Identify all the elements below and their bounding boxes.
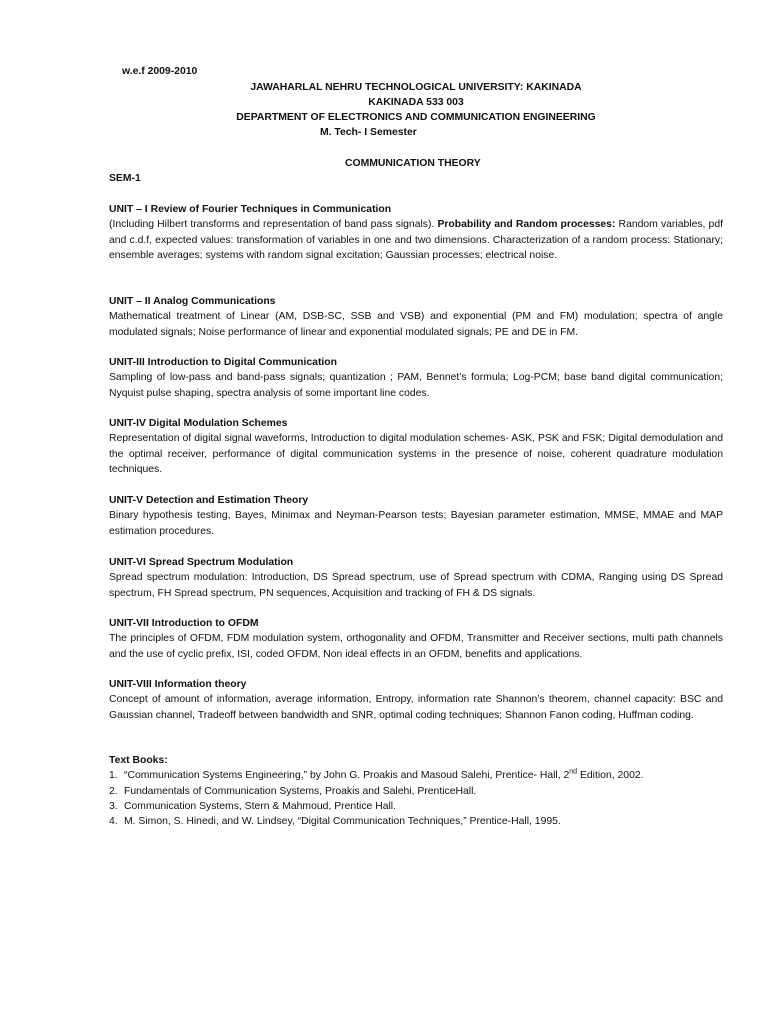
book-number: 4. bbox=[109, 816, 118, 828]
book-text: “Communication Systems Engineering,” by John G. Proakis and Masoud Salehi, Prentice- Hall, 2nd Edition, 2002. bbox=[124, 768, 644, 782]
unit-body: The principles of OFDM, FDM modulation system, orthogonality and OFDM, Transmitter and Receiver sections, multi path channels and the use of cyclic prefix, ISI, coded OFDM, Non ideal effects in an OFDM, benefits and applications. bbox=[109, 633, 723, 660]
book-item bbox=[109, 799, 723, 814]
unit-title: UNIT-III Introduction to Digital Communication bbox=[109, 357, 337, 368]
book-item bbox=[109, 768, 723, 783]
sem-label: SEM-1 bbox=[109, 173, 141, 184]
unit-1 bbox=[109, 202, 723, 263]
unit-body: Binary hypothesis testing, Bayes, Minimax and Neyman-Pearson tests; Bayesian parameter estimation, MMSE, MMAE and MAP estimation procedures. bbox=[109, 510, 723, 537]
text-books-heading: Text Books: bbox=[109, 755, 168, 766]
semester-label: M. Tech- I Semester bbox=[320, 127, 417, 138]
book-text: M. Simon, S. Hinedi, and W. Lindsey, “Digital Communication Techniques,” Prentice-Hall, 1995. bbox=[124, 816, 561, 828]
unit-title: UNIT – II Analog Communications bbox=[109, 296, 276, 307]
unit-2 bbox=[109, 294, 723, 340]
unit-title: UNIT-V Detection and Estimation Theory bbox=[109, 495, 309, 506]
unit-title: UNIT-VI Spread Spectrum Modulation bbox=[109, 557, 294, 568]
subject-title: COMMUNICATION THEORY bbox=[345, 158, 481, 169]
book-item bbox=[109, 814, 723, 829]
unit-body: Concept of amount of information, average information, Entropy, information rate Shannon’s theorem, channel capacity: BSC and Gaussian channel, Tradeoff between bandwidth and SNR, optimal coding techniques; Shannon Fanon coding, Huffman coding. bbox=[109, 694, 723, 721]
book-text: Communication Systems, Stern & Mahmoud, Prentice Hall. bbox=[124, 800, 396, 812]
text-books bbox=[109, 753, 723, 829]
unit-body: Sampling of low-pass and band-pass signals; quantization ; PAM, Bennet’s formula; Log-PCM; base band digital communication; Nyquist pulse shaping, spectra analysis of some important line codes. bbox=[109, 372, 723, 399]
university-city: KAKINADA 533 003 bbox=[368, 97, 464, 108]
university-name: JAWAHARLAL NEHRU TECHNOLOGICAL UNIVERSITY: KAKINADA bbox=[250, 82, 582, 93]
department-name: DEPARTMENT OF ELECTRONICS AND COMMUNICATION ENGINEERING bbox=[236, 112, 596, 123]
book-number: 3. bbox=[109, 800, 118, 812]
unit-7 bbox=[109, 616, 723, 662]
wef-date: w.e.f 2009-2010 bbox=[122, 66, 198, 77]
book-number: 1. bbox=[109, 770, 118, 782]
unit-title: UNIT-IV Digital Modulation Schemes bbox=[109, 418, 288, 429]
unit-8 bbox=[109, 677, 723, 723]
book-text: Fundamentals of Communication Systems, Proakis and Salehi, PrenticeHall. bbox=[124, 785, 477, 797]
unit-5 bbox=[109, 493, 723, 539]
unit-body: Mathematical treatment of Linear (AM, DSB-SC, SSB and VSB) and exponential (PM and FM) modulation; spectra of angle modulated signals; Noise performance of linear and exponential modulated signals; PE and DE in FM. bbox=[109, 311, 723, 338]
unit-3 bbox=[109, 355, 723, 401]
unit-body: (Including Hilbert transforms and representation of band pass signals). Probability and Random processes: Random variables, pdf and c.d.f, expected values: transformation of variables in one and two dimensions. Characterization of a random process: Stationary; ensemble averages; systems with random signal excitation; Gaussian processes; electrical noise. bbox=[109, 219, 723, 261]
unit-title: UNIT-VII Introduction to OFDM bbox=[109, 618, 259, 629]
unit-body: Spread spectrum modulation: Introduction, DS Spread spectrum, use of Spread spectrum with CDMA, Ranging using DS Spread spectrum, FH Spread spectrum, PN sequences, Acquisition and tracking of FH & DS signals. bbox=[109, 572, 723, 599]
unit-title: UNIT-VIII Information theory bbox=[109, 679, 247, 690]
unit-4 bbox=[109, 416, 723, 477]
unit-body: Representation of digital signal waveforms, Introduction to digital modulation schemes- ASK, PSK and FSK; Digital demodulation and the optimal receiver, performance of digital communication systems in the presence of noise, coherent quadrature modulation techniques. bbox=[109, 433, 723, 475]
unit-6 bbox=[109, 555, 723, 601]
unit-title: UNIT – I Review of Fourier Techniques in Communication bbox=[109, 204, 392, 215]
book-item bbox=[109, 784, 723, 799]
book-number: 2. bbox=[109, 785, 118, 797]
